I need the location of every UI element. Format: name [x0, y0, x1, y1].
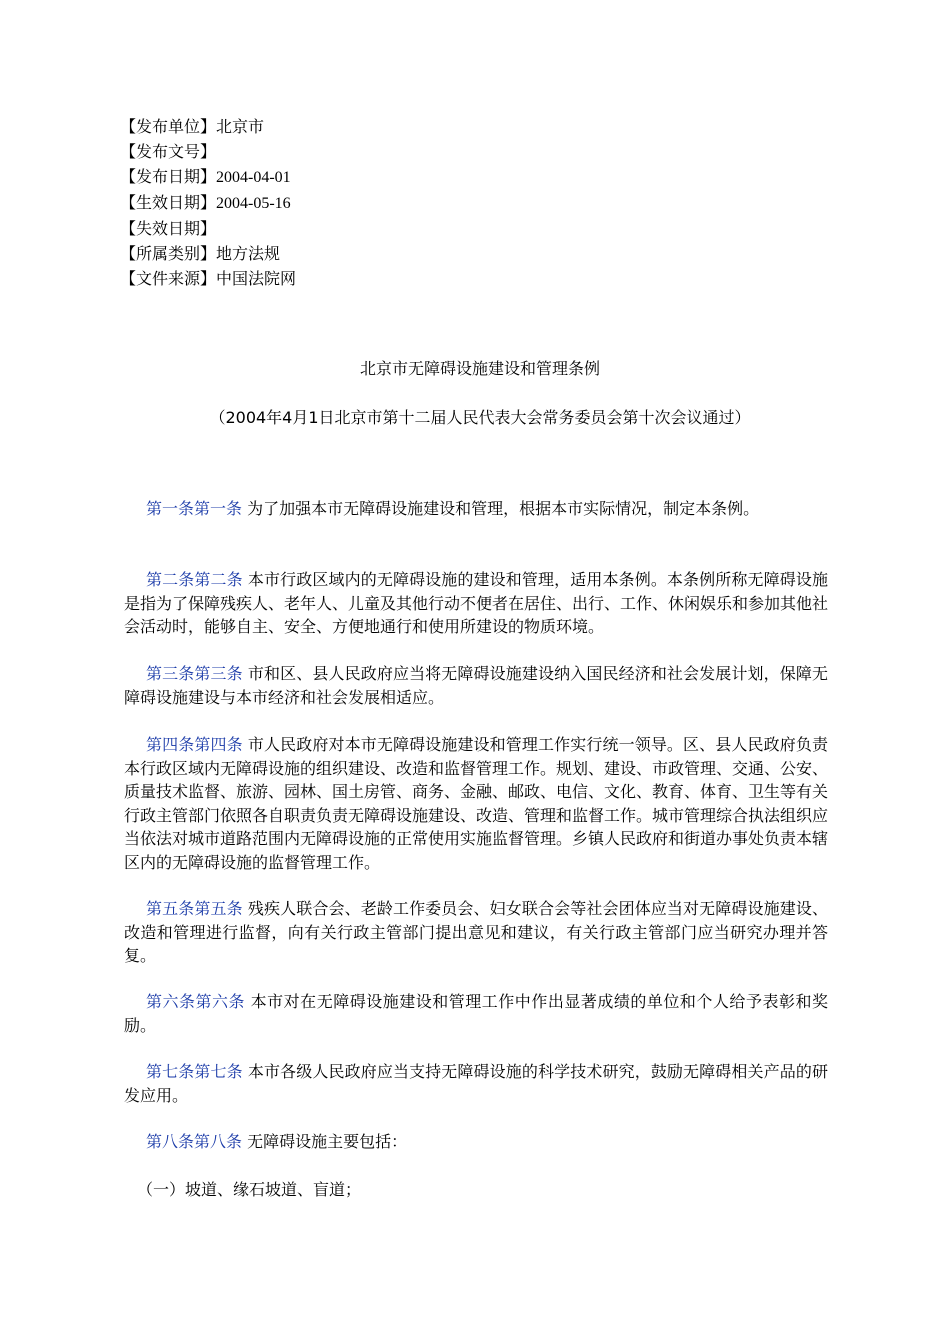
meta-category: 【所属类别】地方法规 [120, 244, 281, 263]
meta-source: 【文件来源】中国法院网 [120, 269, 297, 288]
article-label[interactable]: 第七条第七条 [146, 1062, 243, 1081]
article-text: 市和区、县人民政府应当将无障碍设施建设纳入国民经济和社会发展计划，保障无障碍设施建设与本市经济和社会发展相适应。 [124, 664, 828, 707]
meta-effective-date: 【生效日期】2004-05-16 [120, 193, 291, 212]
document-title: 北京市无障碍设施建设和管理条例 [359, 359, 600, 378]
article-text: 残疾人联合会、老龄工作委员会、妇女联合会等社会团体应当对无障碍设施建设、改造和管理进行监督，向有关行政主管部门提出意见和建议，有关行政主管部门应当研究办理并答复。 [124, 899, 828, 965]
article-3 [124, 662, 828, 709]
meta-issue-date: 【发布日期】2004-04-01 [120, 167, 291, 186]
article-8 [124, 1130, 828, 1154]
article-6 [124, 990, 828, 1037]
meta-doc-number: 【发布文号】 [120, 142, 217, 161]
article-text: 无障碍设施主要包括： [242, 1132, 408, 1151]
article-label[interactable]: 第一条第一条 [146, 499, 243, 518]
article-label[interactable]: 第三条第三条 [146, 664, 243, 683]
meta-expiry-date: 【失效日期】 [120, 219, 217, 238]
article-label[interactable]: 第八条第八条 [146, 1132, 243, 1151]
article-4 [124, 733, 828, 874]
article-text: 市人民政府对本市无障碍设施建设和管理工作实行统一领导。区、县人民政府负责本行政区域内无障碍设施的组织建设、改造和监督管理工作。规划、建设、市政管理、交通、公安、质量技术监督、旅游、园林、国土房管、商务、金融、邮政、电信、文化、教育、体育、卫生等有关行政主管部门依照各自职责负责无障碍设施建设、改造、管理和监督工作。城市管理综合执法组织应当依法对城市道路范围内无障碍设施的正常使用实施监督管理。乡镇人民政府和街道办事处负责本辖区内的无障碍设施的监督管理工作。 [124, 735, 829, 872]
article-label[interactable]: 第五条第五条 [146, 899, 243, 918]
list-item: （一）坡道、缘石坡道、盲道； [137, 1180, 362, 1199]
document-subtitle: （2004年4月1日北京市第十二届人民代表大会常务委员会第十次会议通过） [209, 408, 751, 427]
article-text: 本市行政区域内的无障碍设施的建设和管理，适用本条例。本条例所称无障碍设施是指为了保障残疾人、老年人、儿童及其他行动不便者在居住、出行、工作、休闲娱乐和参加其他社会活动时，能够自主、安全、方便地通行和使用所建设的物质环境。 [124, 570, 829, 636]
article-5 [124, 897, 828, 968]
article-1 [124, 497, 828, 521]
article-text: 本市对在无障碍设施建设和管理工作中作出显著成绩的单位和个人给予表彰和奖励。 [124, 992, 828, 1035]
article-text: 本市各级人民政府应当支持无障碍设施的科学技术研究，鼓励无障碍相关产品的研发应用。 [124, 1062, 828, 1105]
article-label[interactable]: 第六条第六条 [146, 992, 246, 1011]
article-label[interactable]: 第二条第二条 [146, 570, 243, 589]
document-metadata [120, 114, 296, 291]
meta-issuer: 【发布单位】北京市 [120, 117, 265, 136]
article-text: 为了加强本市无障碍设施建设和管理，根据本市实际情况，制定本条例。 [242, 499, 760, 518]
article-7 [124, 1060, 828, 1107]
article-label[interactable]: 第四条第四条 [146, 735, 243, 754]
article-2 [124, 568, 828, 639]
